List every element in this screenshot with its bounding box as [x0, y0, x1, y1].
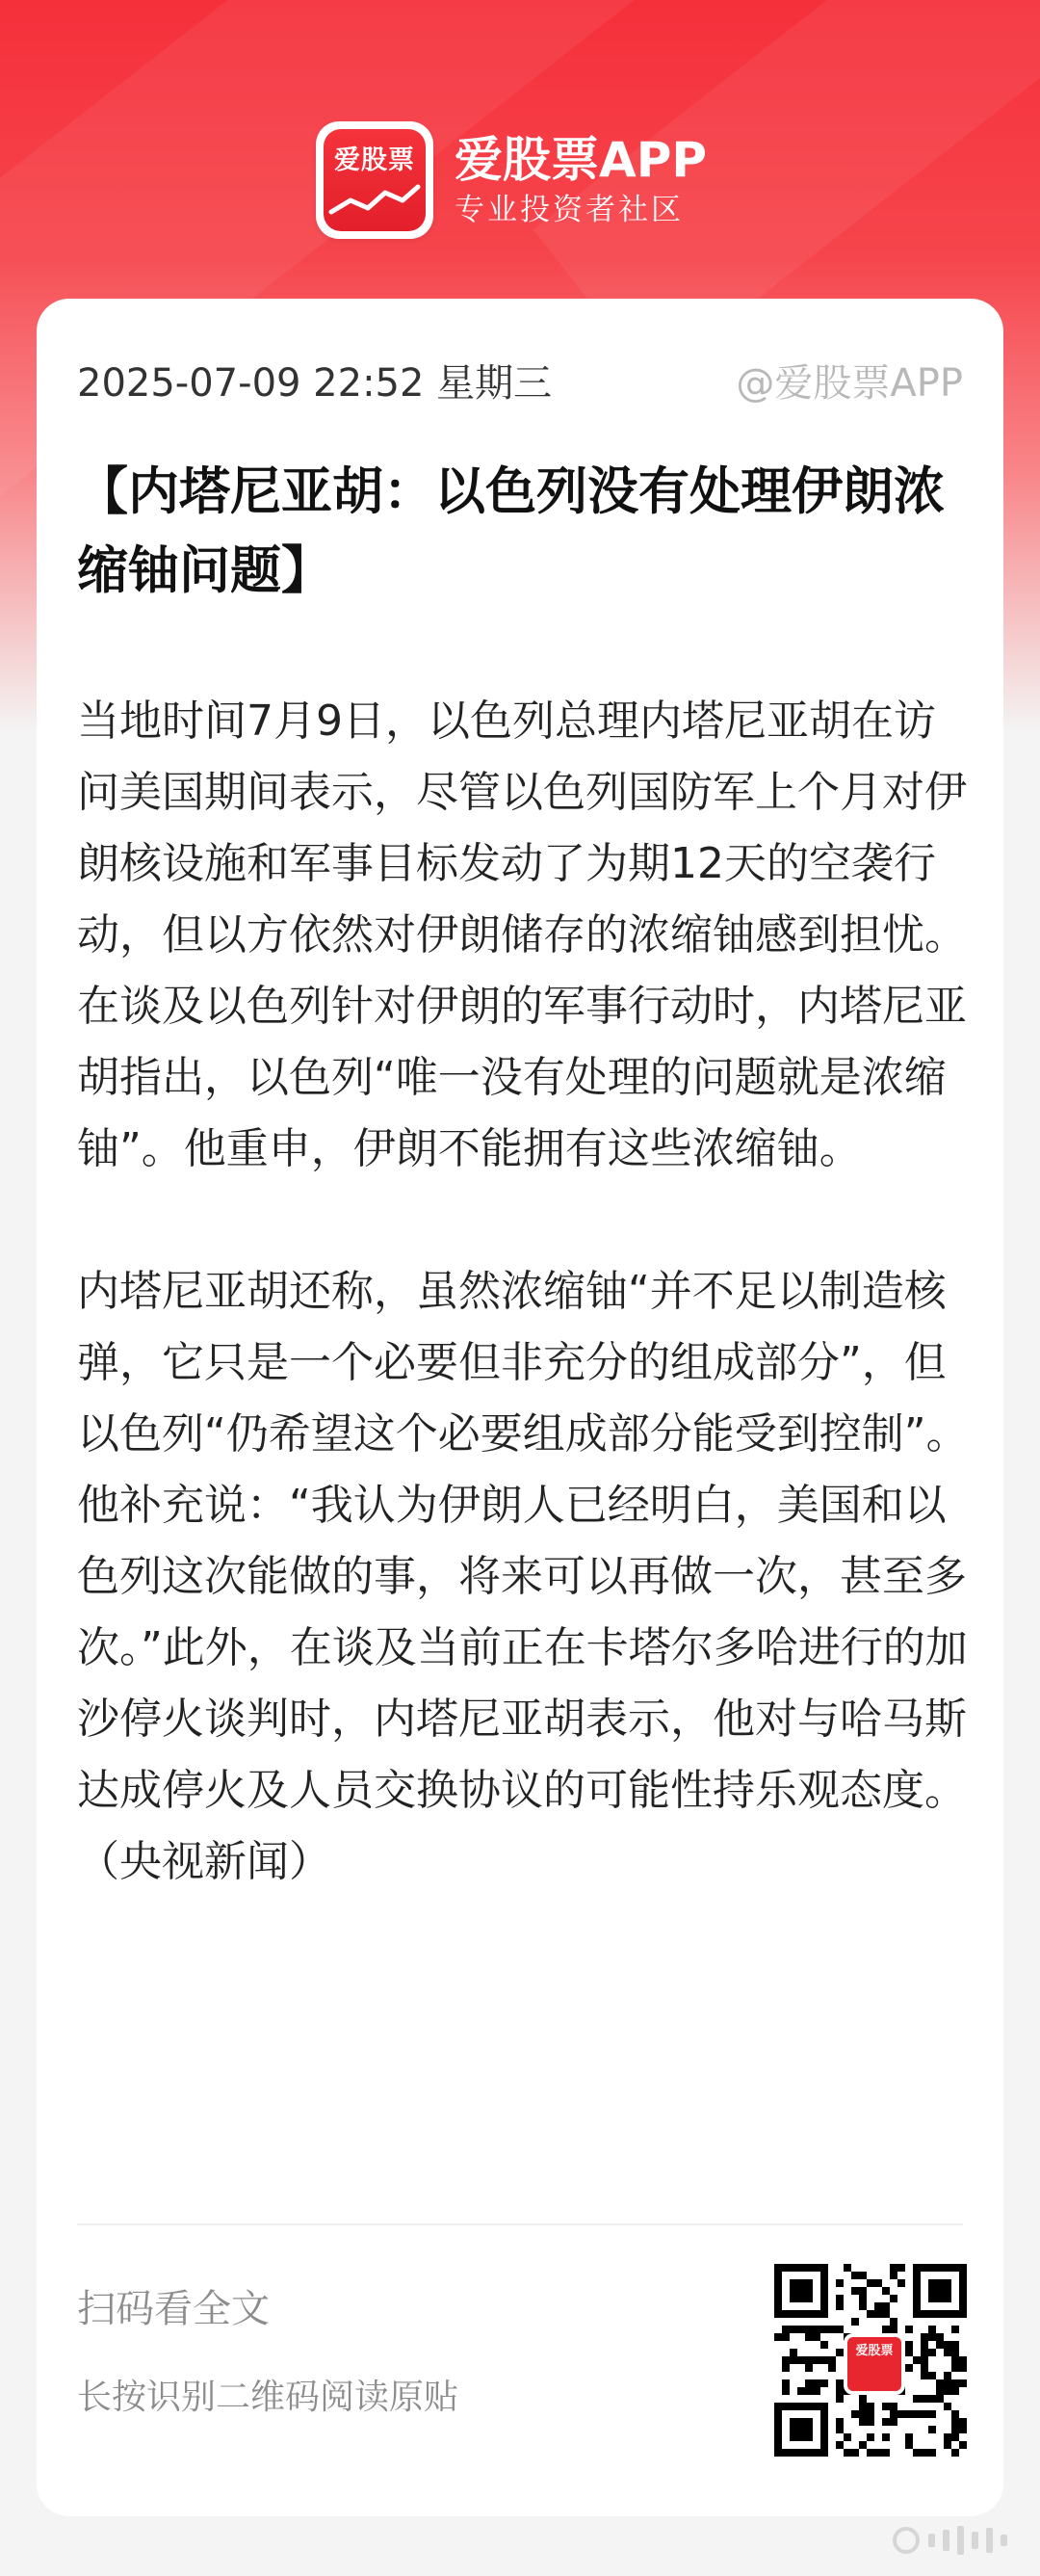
chart-line-icon [324, 175, 426, 223]
post-title: 【内塔尼亚胡：以色列没有处理伊朗浓缩铀问题】 [77, 462, 945, 600]
qr-logo-text: 爱股票 [844, 2333, 905, 2395]
app-logo-text: 爱股票 [334, 145, 415, 175]
qr-code-icon[interactable] [774, 2264, 967, 2457]
app-name: 爱股票APP [455, 132, 707, 188]
scan-label: 扫码看全文 [77, 2287, 270, 2331]
divider [77, 2223, 963, 2225]
app-logo-icon [316, 121, 433, 239]
post-body [77, 686, 973, 1898]
watermark-icon [892, 2526, 1007, 2555]
brand-header [316, 121, 707, 239]
app-slogan: 专业投资者社区 [455, 193, 684, 227]
post-source: @爱股票APP [736, 361, 963, 406]
post-paragraph: 当地时间7月9日，以色列总理内塔尼亚胡在访问美国期间表示，尽管以色列国防军上个月对伊朗核设施和军事目标发动了为期12天的空袭行动，但以方依然对伊朗储存的浓缩铀感到担忧。在谈及以色列针对伊朗的军事行动时，内塔尼亚胡指出，以色列“唯一没有处理的问题就是浓缩铀”。他重申，伊朗不能拥有这些浓缩铀。 [77, 697, 967, 1173]
post-meta [77, 362, 963, 405]
scan-hint: 长按识别二维码阅读原贴 [77, 2378, 459, 2417]
post-card [37, 299, 1003, 2516]
post-paragraph: 内塔尼亚胡还称，虽然浓缩铀“并不足以制造核弹，它只是一个必要但非充分的组成部分”，但以色列“仍希望这个必要组成部分能受到控制”。他补充说：“我认为伊朗人已经明白，美国和以色列这次能做的事，将来可以再做一次，甚至多次。”此外，在谈及当前正在卡塔尔多哈进行的加沙停火谈判时，内塔尼亚胡表示，他对与哈马斯达成停火及人员交换协议的可能性持乐观态度。（央视新闻） [77, 1267, 969, 1886]
post-datetime: 2025-07-09 22:52 星期三 [77, 361, 553, 406]
